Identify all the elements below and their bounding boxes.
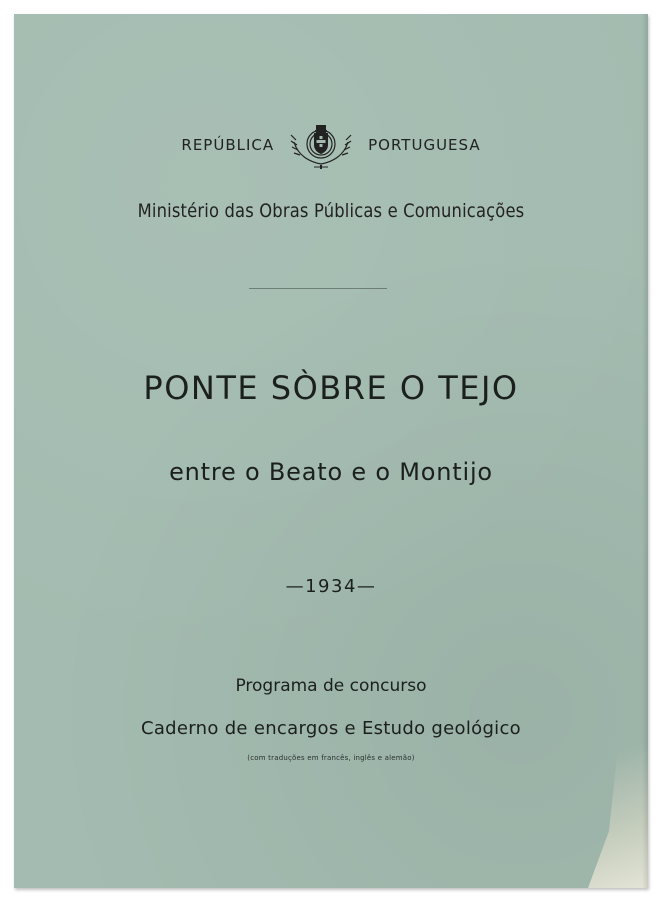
header-right-text: PORTUGUESA [368,136,481,154]
header-left-text: REPÚBLICA [181,136,275,154]
document-cover [14,14,648,888]
program-line-2: Caderno de encargos e Estudo geológico [140,718,521,739]
divider [249,288,387,289]
document-subtitle: entre o Beato e o Montijo [169,458,493,486]
document-title: PONTE SÒBRE O TEJO [143,369,519,407]
ministry-name: Ministério das Obras Públicas e Comunicações [137,200,525,222]
header-row [14,120,648,170]
coat-of-arms-icon [288,120,354,170]
document-year: —1934— [285,576,377,597]
translations-note: (com traduções em francês, inglês e alemão) [247,754,415,762]
program-line-1: Programa de concurso [235,676,427,696]
